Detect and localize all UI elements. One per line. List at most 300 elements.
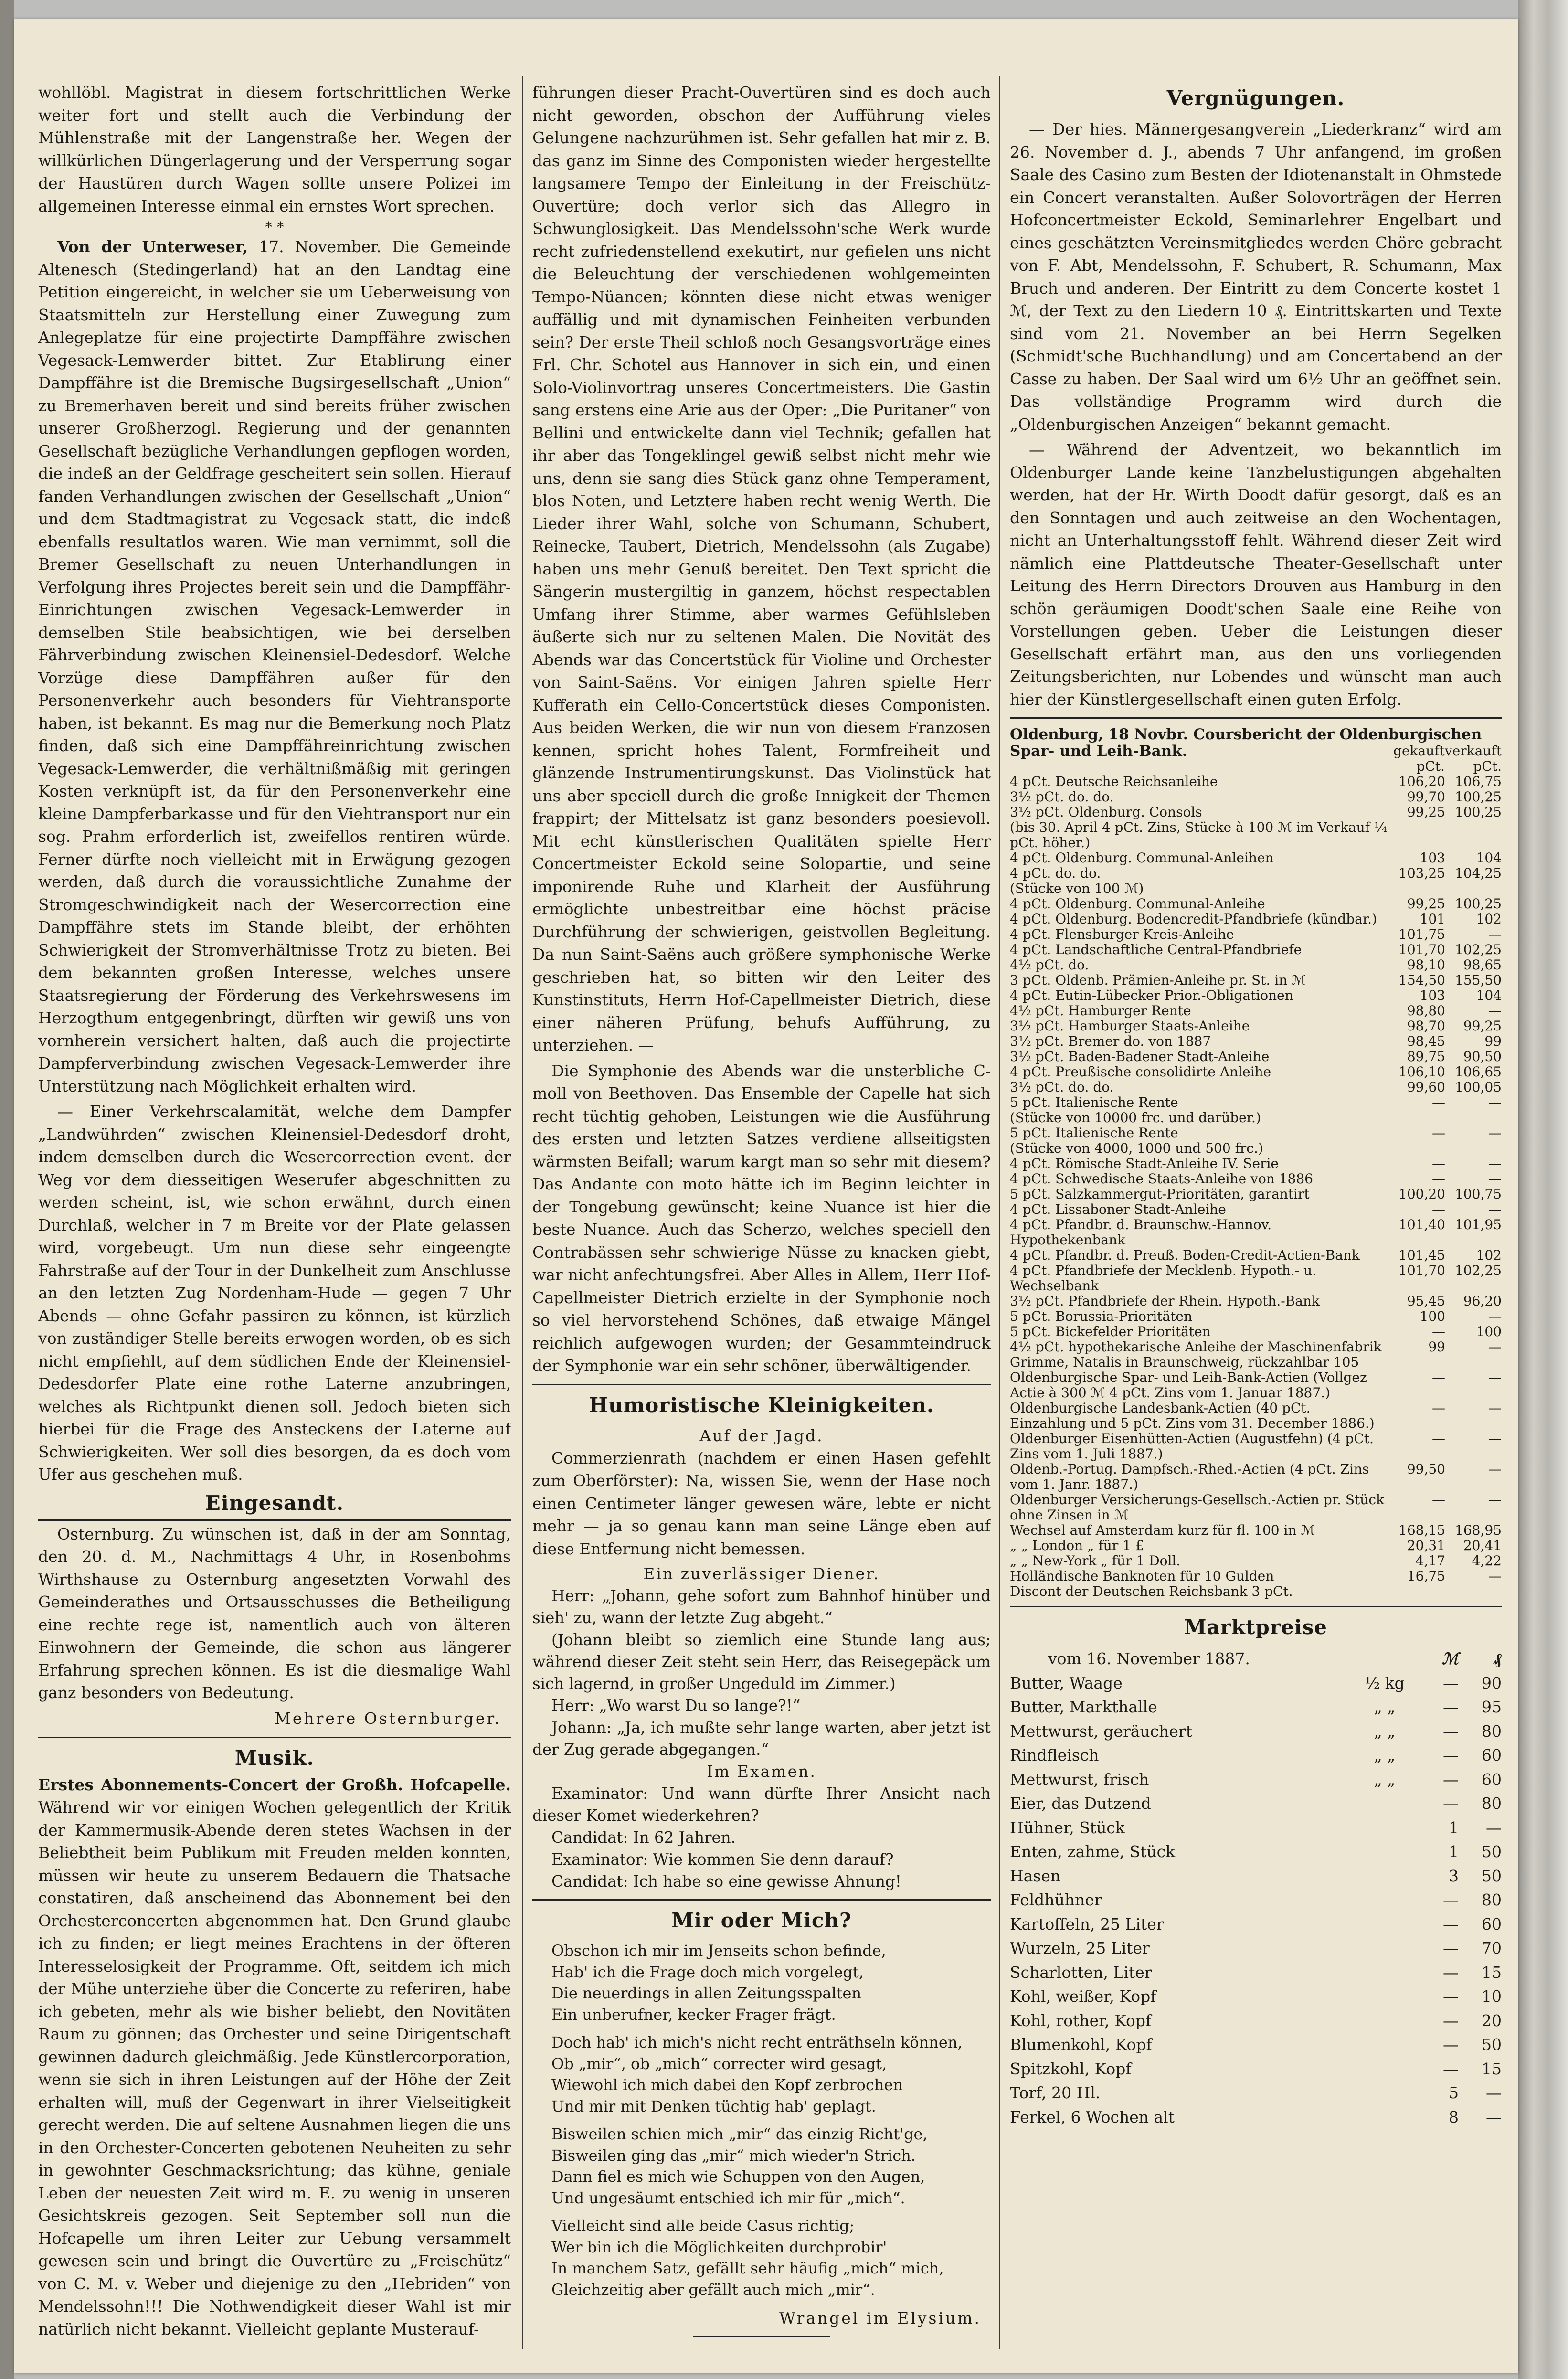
cours-security: 3½ pCt. Baden-Badener Stadt-Anleihe [1010,1049,1270,1064]
column-2 [532,81,991,2354]
cours-gekauft: 99,70 [1407,789,1445,805]
markt-row [1010,1768,1502,1792]
cours-security: Holländische Banknoten für 10 Gulden [1010,1568,1274,1584]
coursbericht [1010,725,1502,1599]
markt-mark: — [1443,1698,1459,1716]
cours-security: 4 pCt. Pfandbriefe der Mecklenb. Hypoth.- u. Wechselbank [1010,1263,1317,1294]
markt-row [1010,1743,1502,1768]
text-examen-1: Examinator: Und wann dürfte Ihrer Ansicht nach dieser Komet wiederkehren? [532,1784,991,1825]
markt-mark: — [1443,2011,1459,2030]
markt-pfennig: 50 [1482,1866,1502,1885]
markt-unit [1354,2081,1416,2105]
cours-verkauft: 4,22 [1472,1553,1502,1569]
cours-row [1010,1569,1502,1584]
right-page-edge [1518,0,1568,2379]
cours-gekauft: 98,70 [1407,1018,1445,1034]
cours-verkauft: — [1488,1400,1502,1416]
markt-item: Rindfleisch [1010,1746,1099,1764]
cours-gekauft: — [1432,1125,1445,1141]
markt-item: Enten, zahme, Stück [1010,1842,1176,1861]
cours-verkauft: 101,95 [1455,1217,1502,1232]
heading-eingesandt: Eingesandt. [38,1490,511,1521]
cours-security: 5 pCt. Borussia-Prioritäten [1010,1308,1192,1324]
cours-gekauft: 101,40 [1398,1217,1445,1232]
cours-gekauft: 89,75 [1407,1049,1445,1064]
markt-mark: — [1443,1963,1459,1982]
markt-row [1010,2057,1502,2082]
markt-item: Wurzeln, 25 Liter [1010,1939,1150,1957]
markt-pfennig: 60 [1482,1746,1502,1764]
newspaper-page [14,19,1518,2373]
cours-security: 4 pCt. Deutsche Reichsanleihe [1010,774,1218,789]
coursbericht-bank: Spar- und Leih-Bank. [1010,743,1187,760]
markt-unit [1354,2057,1416,2082]
cours-security: Oldenburger Versicherungs-Gesellsch.-Actien pr. Stück ohne Zinsen in ℳ [1010,1492,1384,1523]
cours-security: 4 pCt. Schwedische Staats-Anleihe von 1886 [1010,1171,1313,1187]
markt-row [1010,1912,1502,1937]
cours-gekauft: 20,31 [1407,1538,1445,1553]
markt-row [1010,1888,1502,1912]
cours-verkauft: 104 [1476,850,1502,866]
cours-verkauft: 100,25 [1455,789,1502,805]
cours-security: 4 pCt. Preußische consolidirte Anleihe [1010,1064,1271,1080]
markt-mark: — [1443,1721,1459,1741]
subheading-diener: Ein zuverlässiger Diener. [643,1564,880,1583]
cours-gekauft: 106,10 [1398,1064,1445,1080]
cours-verkauft: — [1488,1201,1502,1217]
cours-verkauft: 106,65 [1455,1064,1502,1080]
marktpreise-table [1010,1671,1502,2130]
cours-row [1010,957,1502,973]
cours-verkauft: 100,05 [1455,1079,1502,1095]
cours-security: 4 pCt. Oldenburg. Bodencredit-Pfandbriefe (kündbar.) [1010,911,1377,927]
markt-mark: 5 [1449,2083,1459,2102]
markt-unit: „ „ [1374,1746,1396,1764]
cours-gekauft: — [1432,1492,1445,1508]
cours-verkauft: 155,50 [1455,972,1502,988]
cours-verkauft: 104,25 [1455,865,1502,881]
cours-gekauft: 154,50 [1398,972,1445,988]
cours-gekauft: — [1432,1201,1445,1217]
markt-row [1010,2033,1502,2057]
cours-security: 4 pCt. Pfandbr. d. Preuß. Boden-Credit-Actien-Bank [1010,1247,1360,1263]
markt-unit [1354,2033,1416,2057]
markt-mark: — [1443,1770,1459,1789]
cours-verkauft: 100,75 [1455,1186,1502,1202]
markt-pfennig: 60 [1482,1770,1502,1789]
cours-row [1010,1110,1502,1126]
cours-security: 5 pCt. Italienische Rente [1010,1094,1178,1110]
cours-row [1010,988,1502,1003]
cours-verkauft: 100 [1476,1324,1502,1339]
cours-gekauft: 4,17 [1415,1553,1445,1569]
markt-item: Mettwurst, frisch [1010,1770,1149,1789]
heading-marktpreise: Marktpreise [1010,1614,1502,1645]
coursbericht-title: Oldenburg, 18 Novbr. Coursbericht der Oldenburgischen [1010,726,1482,743]
markt-mark: 8 [1449,2107,1459,2126]
article-eingesandt: Osternburg. Zu wünschen ist, daß in der am Sonntag, den 20. d. M., Nachmittags 4 Uhr, in Rosenbohms Wirthshause zu Osternburg angesetzten Vorwahl des Gemeinderathes und Ortsausschusses die Betheiligung eine rechte rege ist, namentlich auch von älteren Einwohnern der Gemeinde, die schon aus längerer Erfahrung sprechen können. Es ist die diesmalige Wahl ganz besonders von Bedeutung. [38,1524,511,1702]
section-divider [38,1737,511,1738]
cours-row [1010,1141,1502,1156]
cours-verkauft [1445,1110,1502,1126]
markt-item: Spitzkohl, Kopf [1010,2059,1132,2078]
cours-row [1010,1049,1502,1064]
markt-item: Torf, 20 Hl. [1010,2083,1101,2102]
cours-verkauft: — [1488,1171,1502,1187]
markt-item: Ferkel, 6 Wochen alt [1010,2107,1175,2126]
cours-gekauft: 99,60 [1407,1079,1445,1095]
cours-row [1010,1003,1502,1019]
cours-verkauft: 100,25 [1455,896,1502,912]
subheading-examen: Im Examen. [707,1762,816,1781]
cours-gekauft: — [1432,1324,1445,1339]
cours-security: 4 pCt. Oldenburg. Communal-Anleihe [1010,896,1265,912]
cours-security: 4½ pCt. hypothekarische Anleihe der Maschinenfabrik Grimme, Natalis in Braunschweig, rückzahlbar 105 [1010,1339,1382,1370]
cours-row [1010,866,1502,881]
marktpreise-date: vom 16. November 1887. [1048,1649,1250,1668]
unit-pfennig: ₰ [1494,1649,1502,1668]
cours-row [1010,881,1502,896]
poem-stanza-4: Vielleicht sind alle beide Casus richtig; Wer bin ich die Möglichkeiten durchprobir' In manchem Satz, gefällt sehr häufig „mich“ mich, Gleichzeitig aber gefällt auch mich „mir“. [551,2217,944,2299]
section-divider [532,1899,991,1901]
cours-security: 5 pCt. Salzkammergut-Prioritäten, garantirt [1010,1186,1310,1202]
cours-verkauft [1445,881,1502,896]
cours-security: 4 pCt. Römische Stadt-Anleihe IV. Serie [1010,1156,1279,1171]
cours-row [1010,1492,1502,1523]
signature-eingesandt: Mehrere Osternburger. [275,1709,501,1728]
cours-row [1010,942,1502,957]
cours-security: (Stücke von 100 ℳ) [1010,881,1144,896]
text-examen-4: Candidat: Ich habe so eine gewisse Ahnung! [551,1872,901,1890]
cours-row [1010,1064,1502,1080]
cours-gekauft: 101 [1420,911,1445,927]
cours-row [1010,1584,1502,1599]
markt-unit [1354,1816,1416,1840]
separator-stars: * * [265,219,284,236]
markt-row [1010,1792,1502,1816]
cours-verkauft: 99 [1484,1033,1502,1049]
cours-verkauft: 106,75 [1455,774,1502,789]
cours-row [1010,820,1502,850]
cours-gekauft: 99,50 [1407,1461,1445,1477]
cours-gekauft: 100 [1420,1308,1445,1324]
cours-security: Oldenburgische Spar- und Leih-Bank-Actien (Vollgez Actie à 300 ℳ 4 pCt. Zins vom 1. Januar 1887.) [1010,1370,1367,1401]
cours-row [1010,1401,1502,1431]
markt-pfennig: 80 [1482,1890,1502,1909]
coursbericht-table [1010,774,1502,1599]
article-unterweser-text: Die Gemeinde Altenesch (Stedingerland) hat an den Landtag eine Petition eingereicht, in welcher sie um Ueberweisung von Staatsmitteln zur Herstellung einer Zuwegung zum Anlegeplatze für eine projectirte Dampffähre zwischen Vegesack-Lemwerder bittet. Zur Etablirung einer Dampffähre ist die Bremische Bugsirgesellschaft „Union“ zu Bremerhaven bereit und sind bereits früher zwischen unserer Großherzogl. Regierung und der genannten Gesellschaft bezügliche Verhandlungen gepflogen worden, die indeß an der Geldfrage gescheitert sein sollen. Hierauf fanden Verhandlungen zwischen der Gesellschaft „Union“ und dem Stadtmagistrat zu Vegesack statt, die indeß ebenfalls resultatlos waren. Wie man vernimmt, soll die Bremer Gesellschaft zu neuen Unterhandlungen in Verfolgung ihres Projectes bereit sein und die Dampffähr-Einrichtungen zwischen Vegesack-Lemwerder in demselben Stile beabsichtigen, wie bei derselben Fährverbindung zwischen Kleinensiel-Dedesdorf. Welche Vorzüge diese Dampffähren außer für den Personenverkehr auch besonders für Viehtransporte haben, ist bekannt. Es mag nur die Bemerkung noch Platz finden, daß sich eine Dampffähreinrichtung zwischen Vegesack-Lemwerder, die verhältnißmäßig mit geringen Kosten verknüpft ist, da für den Personenverkehr eine kleine Dampferbarkasse und für den Viehtransport nur ein sog. Prahm erforderlich ist, zweifellos rentiren würde. Ferner dürfte noch vielleicht mit in Erwägung gezogen werden, daß durch die voraussichtliche Zunahme der Stromgeschwindigkeit nach der Wesercorrection eine Dampffähre stets im Stande bleibt, der erhöhten Schwierigkeit der Stromverhältnisse Trotz zu bieten. Bei dem bekannten großen Interesse, welches unsere Staatsregierung der Förderung des Verkehrswesens im Herzogthum entgegenbringt, dürften wir gewiß uns von vornherein versichert halten, daß auch die projectirte Dampferverbindung zwischen Vegesack-Lemwerder ihre Unterstützung nach Möglichkeit erhalten wird. [38,237,511,1095]
cours-gekauft: 103,25 [1398,865,1445,881]
markt-unit [1354,1864,1416,1889]
poem-stanza-2: Doch hab' ich mich's nicht recht enträthseln können, Ob „mir“, ob „mich“ correcter wird gesagt, Wiewohl ich mich dabei den Kopf zerbrochen Und mir mit Denken tüchtig hab' geplagt. [551,2033,963,2115]
cours-gekauft: — [1432,1400,1445,1416]
col-gekauft: gekauft [1393,743,1445,759]
article-musik-continued: führungen dieser Pracht-Ouvertüren sind es doch auch nicht geworden, obschon der Aufführung vieles Gelungene nachzurühmen ist. Sehr gefallen hat mir z. B. das ganz im Sinne des Componisten wieder hergestellte langsamere Tempo der Einleitung in der Freischütz-Ouvertüre; doch verlor sich das Allegro in Schwunglosigkeit. Das Mendelssohn'sche Werk wurde recht zufriedenstellend exekutirt, nur gefielen uns nicht die Beleuchtung der verschiedenen wohlgemeinten Tempo-Nüancen; könnten diese nicht etwas weniger auffällig und mit dynamischen Feinheiten verbunden sein? Der erste Theil schloß noch Gesangsvorträge eines Frl. Chr. Schotel aus Hannover in sich ein, und einen Solo-Violinvortrag unseres Concertmeisters. Die Gastin sang erstens eine Arie aus der Oper: „Die Puritaner“ von Bellini und entwickelte dann viel Technik; gefallen hat ihr aber das Tongeklingel gewiß selbst nicht mehr wie uns, denn sie sang dies Stück ganz ohne Temperament, blos Noten, und Letztere haben recht wenig Werth. Die Lieder ihrer Wahl, solche von Schumann, Schubert, Reinecke, Taubert, Dietrich, Mendelssohn (als Zugabe) haben uns mehr Genuß bereitet. Den Text spricht die Sängerin mustergiltig in ganzem, höchst respectablen Umfang ihrer Stimme, aber warmes Gefühlsleben äußerte sich nur zu seltenen Malen. Die Novität des Abends war das Concertstück für Violine und Orchester von Saint-Saëns. Vor einigen Jahren spielte Herr Kufferath ein Cello-Concertstück dieses Componisten. Aus beiden Werken, die wir nun von diesem Franzosen kennen, spricht hohes Talent, Formfreiheit und glänzende Instrumentirungskunst. Das Violinstück hat uns aber speciell durch die große Innigkeit der Themen frappirt; der Mittelsatz ist ganz besonders poesievoll. Mit echt künstlerischen Qualitäten spielte Herr Concertmeister Eckold seine Solopartie, und seine imponirende Ruhe und Klarheit der Ausführung ermöglichte unbestreitbar eine höchst präcise Durchführung der schwierigen, geistvollen Begleitung. Da nun Saint-Saëns auch größere symphonische Werke geschrieben hat, so bitten wir den Leiter des Kunstinstituts, Herrn Hof-Capellmeister Dietrich, diese einer näheren Prüfung, behufs Aufführung, zu unterziehen. — [532,83,991,1054]
cours-row [1010,1156,1502,1171]
cours-verkauft: — [1488,1568,1502,1584]
markt-mark: — [1443,1890,1459,1909]
cours-gekauft: 98,80 [1407,1003,1445,1019]
cours-verkauft: — [1488,1156,1502,1171]
cours-verkauft: 90,50 [1463,1049,1502,1064]
cours-row [1010,1095,1502,1110]
article-unterweser-title: Von der Unterweser, [57,237,248,256]
cours-verkauft: 98,65 [1463,957,1502,973]
text-examen-3: Examinator: Wie kommen Sie denn darauf? [551,1850,894,1869]
cours-verkauft: — [1488,1003,1502,1019]
markt-item: Hühner, Stück [1010,1818,1125,1837]
markt-item: Mettwurst, geräuchert [1010,1721,1192,1741]
cours-row [1010,1538,1502,1553]
cours-gekauft: — [1432,1171,1445,1187]
cours-gekauft: 101,45 [1398,1247,1445,1263]
markt-mark: 1 [1449,1818,1459,1837]
markt-unit: ½ kg [1365,1673,1405,1692]
markt-pfennig: 95 [1482,1698,1502,1716]
cours-row [1010,927,1502,942]
cours-security: (Stücke von 4000, 1000 und 500 frc.) [1010,1140,1263,1156]
poem-stanza-3: Bisweilen schien mich „mir“ das einzig Richt'ge, Bisweilen ging das „mir“ mich wieder'n Strich. Dann fiel es mich wie Schuppen von den Augen, Und ungesäumt entschied ich mir für „mich“. [551,2125,928,2207]
unit-mark: ℳ [1441,1649,1459,1668]
cours-verkauft: — [1488,1308,1502,1324]
cours-gekauft: 101,70 [1398,1263,1445,1278]
markt-unit [1354,1888,1416,1912]
markt-pfennig: 20 [1482,2011,1502,2030]
cours-security: 3½ pCt. Oldenburg. Consols [1010,804,1202,820]
cours-verkauft: — [1488,1431,1502,1446]
markt-row [1010,1985,1502,2009]
text-examen-2: Candidat: In 62 Jahren. [551,1828,736,1847]
cours-row [1010,1248,1502,1263]
cours-security: 4½ pCt. do. [1010,957,1089,973]
cours-gekauft [1389,1141,1445,1156]
cours-verkauft: — [1488,1339,1502,1355]
article-musik-symphonie: Die Symphonie des Abends war die unsterbliche C-moll von Beethoven. Das Ensemble der Capelle hat sich recht tüchtig gehoben, Leistungen wie die Ausführung des ersten und letzten Satzes verdiene allseitigsten wärmsten Beifall; warum kargt man so sehr mit diesem? Das Andante con moto hätte ich im Beginn leichter in der Tongebung gewünscht; keine Nuance ist hier die beste Nuance. Auch das Scherzo, welches speciell den Contrabässen sehr schwierige Nüsse zu knacken giebt, war nicht anfechtungsfrei. Aber Alles in Allem, Herr Hof-Capellmeister Dietrich erzielte in der Symphonie noch so viel hervorstehend Schönes, daß etwaige Mängel reichlich aufgewogen wurden; der Gesammteindruck der Symphonie war ein sehr schöner, überwältigender. [532,1061,991,1375]
cours-gekauft: 106,20 [1398,774,1445,789]
cours-gekauft: 99 [1428,1339,1445,1355]
col-gekauft-unit: pCt. [1416,758,1445,774]
cours-row [1010,850,1502,866]
cours-gekauft: 95,45 [1407,1293,1445,1309]
cours-gekauft: — [1432,1370,1445,1385]
markt-pfennig: 80 [1482,1794,1502,1813]
markt-pfennig: 80 [1482,1721,1502,1741]
markt-unit [1354,2105,1416,2130]
heading-humoristische: Humoristische Kleinigkeiten. [532,1392,991,1423]
cours-row [1010,1034,1502,1049]
heading-mir-oder-mich: Mir oder Mich? [532,1907,991,1938]
text-diener-2: (Johann bleibt so ziemlich eine Stunde lang aus; während dieser Zeit steht sein Herr, das Reisegepäck um sich lagernd, in großer Ungeduld im Zimmer.) [532,1631,991,1693]
poem-signature: Wrangel im Elysium. [779,2309,981,2327]
cours-security: 4 pCt. Flensburger Kreis-Anleihe [1010,926,1234,942]
cours-gekauft [1389,1110,1445,1126]
markt-unit: „ „ [1374,1698,1396,1716]
cours-security: 4 pCt. Lissaboner Stadt-Anleihe [1010,1201,1226,1217]
markt-unit [1354,1936,1416,1961]
markt-item: Hasen [1010,1866,1061,1885]
markt-item: Butter, Markthalle [1010,1698,1157,1716]
markt-row [1010,1864,1502,1889]
cours-row [1010,1339,1502,1370]
markt-mark: — [1443,1794,1459,1813]
markt-pfennig: 70 [1482,1939,1502,1957]
article-liederkranz: — Der hies. Männergesangverein „Liederkranz“ wird am 26. November d. J., abends 7 Uhr anfangend, im großen Saale des Casino zum Besten der Idiotenanstalt in Ohmstede ein Concert veranstalten. Außer Solovorträgen der Herren Hofconcertmeister Eckold, Seminarlehrer Engelbart und eines geschätzten Vereinsmitgliedes werden Chöre gebracht von F. Abt, Mendelssohn, F. Schubert, R. Schumann, Max Bruch und anderen. Der Eintritt zu dem Concerte kostet 1 ℳ, der Text zu den Liedern 10 ₰. Eintrittskarten und Texte sind vom 21. November an bei Herrn Segelken (Schmidt'sche Buchhandlung) und am Concertabend an der Casse zu haben. Der Saal wird um 6½ Uhr an geöffnet sein. Das vollständige Programm wird durch die „Oldenburgischen Anzeigen“ bekannt gemacht. [1010,120,1502,434]
markt-mark: — [1443,1673,1459,1692]
cours-security: „ „ London „ für 1 £ [1010,1538,1144,1553]
cours-verkauft: 102 [1476,1247,1502,1263]
markt-mark: — [1443,1939,1459,1957]
cours-security: Oldenburger Eisenhütten-Actien (Augustfehn) (4 pCt. Zins vom 1. Juli 1887.) [1010,1431,1374,1462]
markt-row [1010,1936,1502,1961]
cours-security: 4 pCt. Landschaftliche Central-Pfandbriefe [1010,942,1302,957]
cours-gekauft: 99,25 [1407,896,1445,912]
cours-row [1010,1431,1502,1462]
cours-row [1010,912,1502,927]
markt-unit [1354,1961,1416,1985]
cours-row [1010,1263,1502,1294]
markt-pfennig: 15 [1482,2059,1502,2078]
markt-mark: — [1443,1914,1459,1933]
cours-row [1010,1324,1502,1339]
cours-gekauft: 99,25 [1407,804,1445,820]
markt-pfennig: 10 [1482,1987,1502,2006]
markt-pfennig: — [1486,1818,1502,1837]
cours-row [1010,1294,1502,1309]
cours-gekauft: 98,10 [1407,957,1445,973]
cours-row [1010,973,1502,988]
cours-verkauft [1445,1141,1502,1156]
markt-item: Eier, das Dutzend [1010,1794,1151,1813]
cours-verkauft: 168,95 [1455,1522,1502,1538]
left-page-edge [0,0,14,2379]
markt-mark: — [1443,1987,1459,2006]
markt-unit [1354,1912,1416,1937]
text-diener-1: Herr: „Johann, gehe sofort zum Bahnhof hinüber und sieh' zu, wann der letzte Zug abgeht.“ [532,1587,991,1627]
markt-row [1010,2009,1502,2033]
markt-pfennig: 90 [1482,1673,1502,1692]
cours-verkauft: 96,20 [1463,1293,1502,1309]
cours-security: 3½ pCt. do. do. [1010,789,1114,805]
markt-pfennig: — [1486,2083,1502,2102]
cours-security: 5 pCt. Italienische Rente [1010,1125,1178,1141]
cours-verkauft: 104 [1476,988,1502,1003]
cours-security: Wechsel auf Amsterdam kurz für fl. 100 in ℳ [1010,1522,1315,1538]
markt-item: Kartoffeln, 25 Liter [1010,1914,1164,1933]
article-musik-title: Erstes Abonnements-Concert der Großh. Hofcapelle. [38,1775,511,1794]
markt-pfennig: 60 [1482,1914,1502,1933]
subheading-jagd: Auf der Jagd. [699,1426,824,1445]
section-divider [1010,1606,1502,1607]
cours-security: (Stücke von 10000 frc. und darüber.) [1010,1110,1261,1126]
markt-row [1010,1961,1502,1985]
cours-verkauft: — [1488,926,1502,942]
cours-verkauft: 20,41 [1463,1538,1502,1553]
markt-item: Feldhühner [1010,1890,1102,1909]
cours-verkauft: — [1488,1094,1502,1110]
col-verkauft: verkauft [1444,743,1502,759]
markt-pfennig: — [1486,2107,1502,2126]
cours-security: 4½ pCt. Hamburger Rente [1010,1003,1191,1019]
cours-security: Discont der Deutschen Reichsbank 3 pCt. [1010,1583,1293,1599]
markt-item: Kohl, weißer, Kopf [1010,1987,1156,2006]
cours-row [1010,789,1502,805]
cours-gekauft: — [1432,1094,1445,1110]
cours-row [1010,1171,1502,1187]
cours-verkauft: — [1488,1370,1502,1385]
cours-gekauft: 103 [1420,850,1445,866]
markt-item: Butter, Waage [1010,1673,1123,1692]
markt-pfennig: 50 [1482,1842,1502,1861]
cours-verkauft: — [1488,1125,1502,1141]
markt-row [1010,1671,1502,1696]
markt-row [1010,2105,1502,2130]
markt-row [1010,1840,1502,1864]
column-3 [1010,81,1502,2354]
cours-row [1010,1080,1502,1095]
markt-unit [1354,1792,1416,1816]
cours-row [1010,1462,1502,1492]
cours-security: 4 pCt. Oldenburg. Communal-Anleihen [1010,850,1274,866]
cours-row [1010,774,1502,789]
cours-gekauft: 100,20 [1398,1186,1445,1202]
column-rule-2 [999,76,1000,2349]
cours-security: 4 pCt. Eutin-Lübecker Prior.-Obligationen [1010,988,1293,1003]
column-rule-1 [522,76,523,2349]
markt-unit [1354,1985,1416,2009]
cours-security: Oldenburgische Landesbank-Actien (40 pCt. Einzahlung und 5 pCt. Zins vom 31. December 1886.) [1010,1400,1375,1431]
cours-row [1010,1217,1502,1248]
section-divider [1010,717,1502,719]
markt-pfennig: 15 [1482,1963,1502,1982]
markt-mark: — [1443,2035,1459,2054]
heading-vergnuegungen: Vergnügungen. [1010,85,1502,116]
cours-gekauft: — [1432,1431,1445,1446]
cours-security: 3½ pCt. Hamburger Staats-Anleihe [1010,1018,1250,1034]
cours-row [1010,1202,1502,1217]
cours-verkauft: 100,25 [1455,804,1502,820]
cours-verkauft [1445,820,1502,850]
cours-gekauft: — [1432,1156,1445,1171]
cours-gekauft: 16,75 [1407,1568,1445,1584]
markt-item: Blumenkohl, Kopf [1010,2035,1152,2054]
cours-security: Oldenb.-Portug. Dampfsch.-Rhed.-Actien (4 pCt. Zins vom 1. Janr. 1887.) [1010,1461,1369,1492]
cours-verkauft: 102,25 [1455,1263,1502,1278]
marktpreise-header [1010,1647,1502,1671]
cours-security: 4 pCt. do. do. [1010,865,1101,881]
cours-verkauft [1445,1584,1502,1599]
cours-gekauft: 98,45 [1407,1033,1445,1049]
article-unterweser-date: 17. November. [259,237,381,256]
cours-verkauft: — [1488,1492,1502,1508]
markt-row [1010,1695,1502,1720]
cours-row [1010,896,1502,912]
cours-verkauft: — [1488,1461,1502,1477]
cours-verkauft: 102,25 [1455,942,1502,957]
cours-security: (bis 30. April 4 pCt. Zins, Stücke à 100 ℳ im Verkauf ¼ pCt. höher.) [1010,819,1388,850]
cours-gekauft [1389,820,1445,850]
heading-musik: Musik. [234,1746,315,1770]
cours-gekauft [1389,1584,1445,1599]
cours-gekauft: 168,15 [1398,1522,1445,1538]
markt-item: Kohl, rother, Kopf [1010,2011,1152,2030]
cours-row [1010,805,1502,820]
article-musik [38,1774,511,2341]
cours-security: 3 pCt. Oldenb. Prämien-Anleihe pr. St. in ℳ [1010,972,1306,988]
column-1 [38,81,511,2354]
cours-row [1010,1523,1502,1538]
cours-row [1010,1553,1502,1569]
markt-pfennig: 50 [1482,2035,1502,2054]
